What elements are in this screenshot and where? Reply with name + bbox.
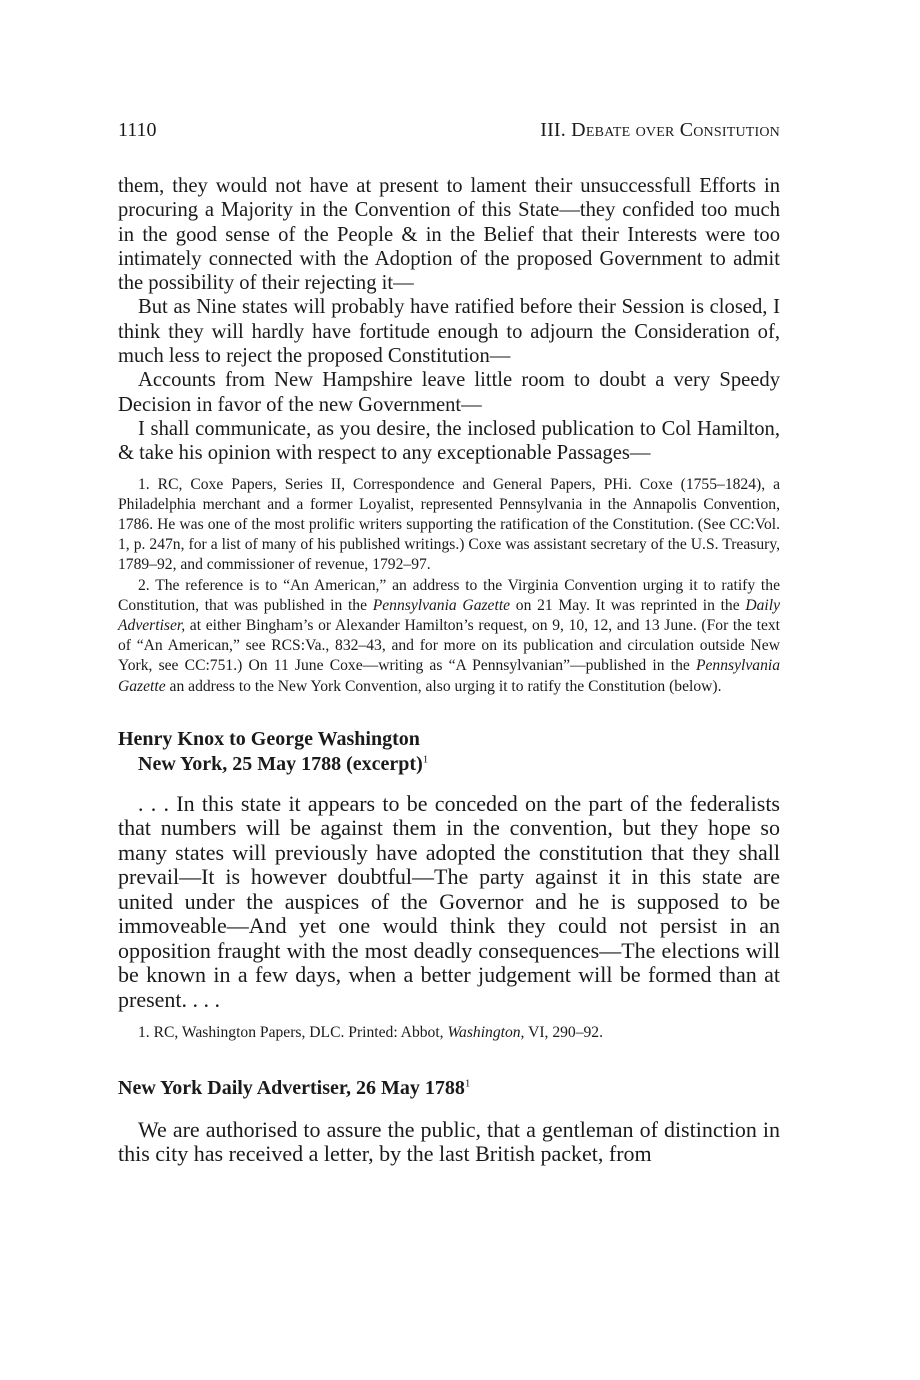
dateline: New York, 25 May 1788 (excerpt)$^1$ xyxy=(138,752,429,775)
page-number: 1110 xyxy=(118,119,157,141)
paragraph: We are authorised to assure the public, that a gentleman of distinction in this city has received a letter, by the last British packet, from xyxy=(118,1116,780,1166)
running-title: III. Debate over Consitution xyxy=(540,119,780,141)
paragraph: Accounts from New Hampshire leave little room to doubt a very Speedy Decision in favor of the new Government— xyxy=(118,369,780,416)
document-page xyxy=(118,118,780,1167)
letter-text xyxy=(118,792,780,1013)
daily-advertiser xyxy=(118,1076,780,1167)
footnotes xyxy=(118,475,780,697)
footnote-2: 2. The reference is to “An American,” an address to the Virginia Convention urging it to ratify the Constitution, that was published in the Pennsylvania Gazette on 21 May. It was reprinted in the Daily Advertiser, at either Bingham’s or Alexander Hamilton’s request, on 9, 10, 12, and 13 June. (For the text of “An American,” see RCS:Va., 832–43, and for more on its publication and circulation outside New York, see CC:751.) On 11 June Coxe—writing as “A Pennsylvanian”—published in the Pennsylvania Gazette an address to the New York Convention, also urging it to ratify the Constitution (below). xyxy=(118,576,781,695)
paragraph: But as Nine states will probably have ratified before their Session is closed, I think they will hardly have fortitude enough to adjourn the Consideration of, much less to reject the proposed Constitution— xyxy=(118,296,780,368)
running-head xyxy=(118,118,780,142)
knox-letter xyxy=(118,727,780,1044)
paragraph: them, they would not have at present to lament their unsuccessfull Efforts in procuring a Majority in the Convention of this State—they confided too much in the good sense of the People & in the Belief that their Interests were too intimately connected with the Adoption of the proposed Government to admit the possibility of their rejecting it— xyxy=(118,175,780,295)
paragraph: I shall communicate, as you desire, the inclosed publication to Col Hamilton, & take his opinion with respect to any exceptionable Passages— xyxy=(118,417,780,465)
document-heading: Henry Knox to George Washington xyxy=(118,727,420,750)
letter-continuation xyxy=(118,174,780,466)
footnote-1: 1. RC, Washington Papers, DLC. Printed: Abbot, Washington, VI, 290–92. xyxy=(138,1024,604,1042)
document-heading: New York Daily Advertiser, 26 May 1788$^1$ xyxy=(118,1076,471,1099)
footnotes xyxy=(118,1023,780,1043)
footnote-1: 1. RC, Coxe Papers, Series II, Correspondence and General Papers, PHi. Coxe (1755–1824), a Philadelphia merchant and a former Loyalist, represented Pennsylvania in the Annapolis Convention, 1786. He was one of the most prolific writers supporting the ratification of the Constitution. (See CC:Vol. 1, p. 247n, for a list of many of his published writings.) Coxe was assistant secretary of the U.S. Treasury, 1789–92, and commissioner of revenue, 1792–97. xyxy=(118,475,780,574)
footnote-ref: 1 xyxy=(422,753,429,766)
footnote-ref: 1 xyxy=(464,1076,471,1089)
paragraph: . . . In this state it appears to be conceded on the part of the federalists that numbers will be against them in the convention, but they hope so many states will previously have adopted the constitution that they shall prevail—It is however doubtful—The party against it in this state are united under the auspices of the Governor and he is supposed to be immoveable—And yet one would think they could not persist in an opposition fraught with the most deadly consequences—The elections will be known in a few days, when a better judgement will be formed than at present. . . . xyxy=(118,790,780,1012)
article-text xyxy=(118,1118,780,1167)
